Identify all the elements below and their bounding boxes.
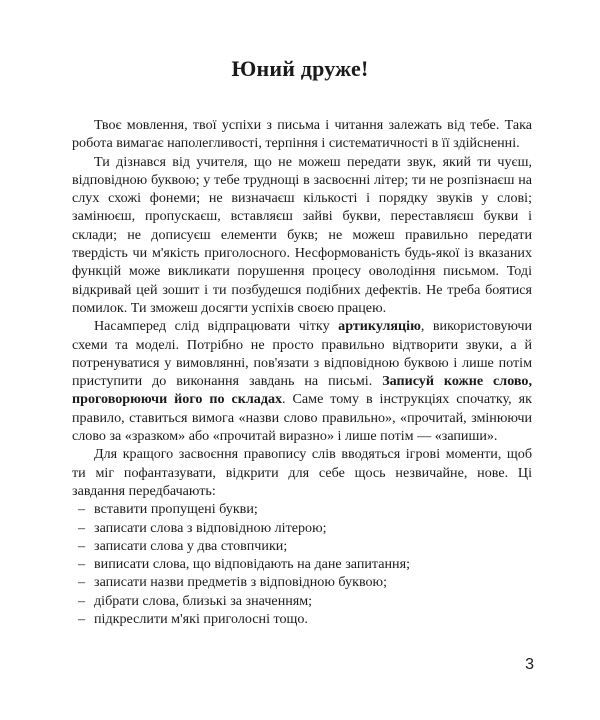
task-list bbox=[72, 500, 532, 628]
page-number: 3 bbox=[525, 656, 534, 673]
list-item-text: підкреслити м'які приголосні тощо. bbox=[94, 611, 308, 628]
paragraph-3-part-c: , використовуючи схеми та моделі. Потрібно не просто правильно відтворити звуки, а й потренуватися у вимовлянні, пов'язати з відповідною буквою і лише потім приступити до виконання завдань на письмі. bbox=[72, 318, 532, 390]
list-dash: – bbox=[78, 501, 86, 518]
list-item-text: дібрати слова, близькі за значенням; bbox=[94, 592, 313, 609]
paragraph-1: Твоє мовлення, твої успіхи з письма і читання залежать від тебе. Така робота вимагає наполегливості, терпіння і систематичності в її здійсненні. bbox=[72, 117, 532, 152]
list-item-text: вставити пропущені букви; bbox=[94, 501, 258, 518]
list-item bbox=[78, 519, 532, 537]
paragraph-3 bbox=[72, 317, 532, 445]
list-item-text: виписати слова, що відповідають на дане запитання; bbox=[94, 556, 410, 573]
list-item bbox=[78, 592, 532, 610]
paragraph-3-part-e: . Саме тому в інструкціях спочатку, як правило, ставиться вимога «назви слово правильно», «прочитай, змінюючи слово за «зразком» або «прочитай виразно» і лише потім — «запиши». bbox=[72, 391, 532, 445]
list-item bbox=[78, 555, 532, 573]
list-dash: – bbox=[78, 537, 86, 554]
paragraph-2: Ти дізнався від учителя, що не можеш передати звук, який ти чуєш, відповідною буквою; у тебе труднощі в засвоєнні літер; ти не розпізнаєш на слух схожі фонеми; не визначаєш кількості і порядку звуків у слові; замінюєш, пропускаєш, вставляєш зайві букви, переставляєш букви і склади; не дописуєш елементи букв; не можеш правильно передати твердість чи м'якість приголосного. Несформованість будь-якої із вказаних функцій може викликати порушення процесу оволодіння письмом. Тоді відкривай цей зошит і ти позбудешся подібних дефектів. Не треба боятися помилок. Ти зможеш досягти успіхів своєю працею. bbox=[72, 153, 532, 316]
body-text bbox=[72, 116, 532, 628]
paragraph-4: Для кращого засвоєння правопису слів вводяться ігрові моменти, щоб ти міг пофантазувати, відкрити для себе щось незвичайне, нове. Ці завдання передбачають: bbox=[72, 446, 532, 499]
list-item-text: записати слова з відповідною літерою; bbox=[94, 519, 327, 536]
list-dash: – bbox=[78, 592, 86, 609]
syllable-instruction-bold: Записуй кожне слово, проговорюючи його по складах bbox=[72, 373, 532, 408]
page-title: Юний друже! bbox=[231, 56, 369, 81]
list-item bbox=[78, 610, 532, 628]
list-item bbox=[78, 573, 532, 591]
list-item bbox=[78, 537, 532, 555]
list-dash: – bbox=[78, 556, 86, 573]
articulation-bold: артикуляцію bbox=[338, 318, 421, 335]
list-item bbox=[78, 500, 532, 518]
list-dash: – bbox=[78, 611, 86, 628]
paragraph-3-part-a: Насамперед слід відпрацювати чітку bbox=[94, 318, 339, 335]
list-item-text: записати слова у два стовпчики; bbox=[94, 537, 288, 554]
list-dash: – bbox=[78, 574, 86, 591]
list-dash: – bbox=[78, 519, 86, 536]
list-item-text: записати назви предметів з відповідною буквою; bbox=[94, 574, 387, 591]
